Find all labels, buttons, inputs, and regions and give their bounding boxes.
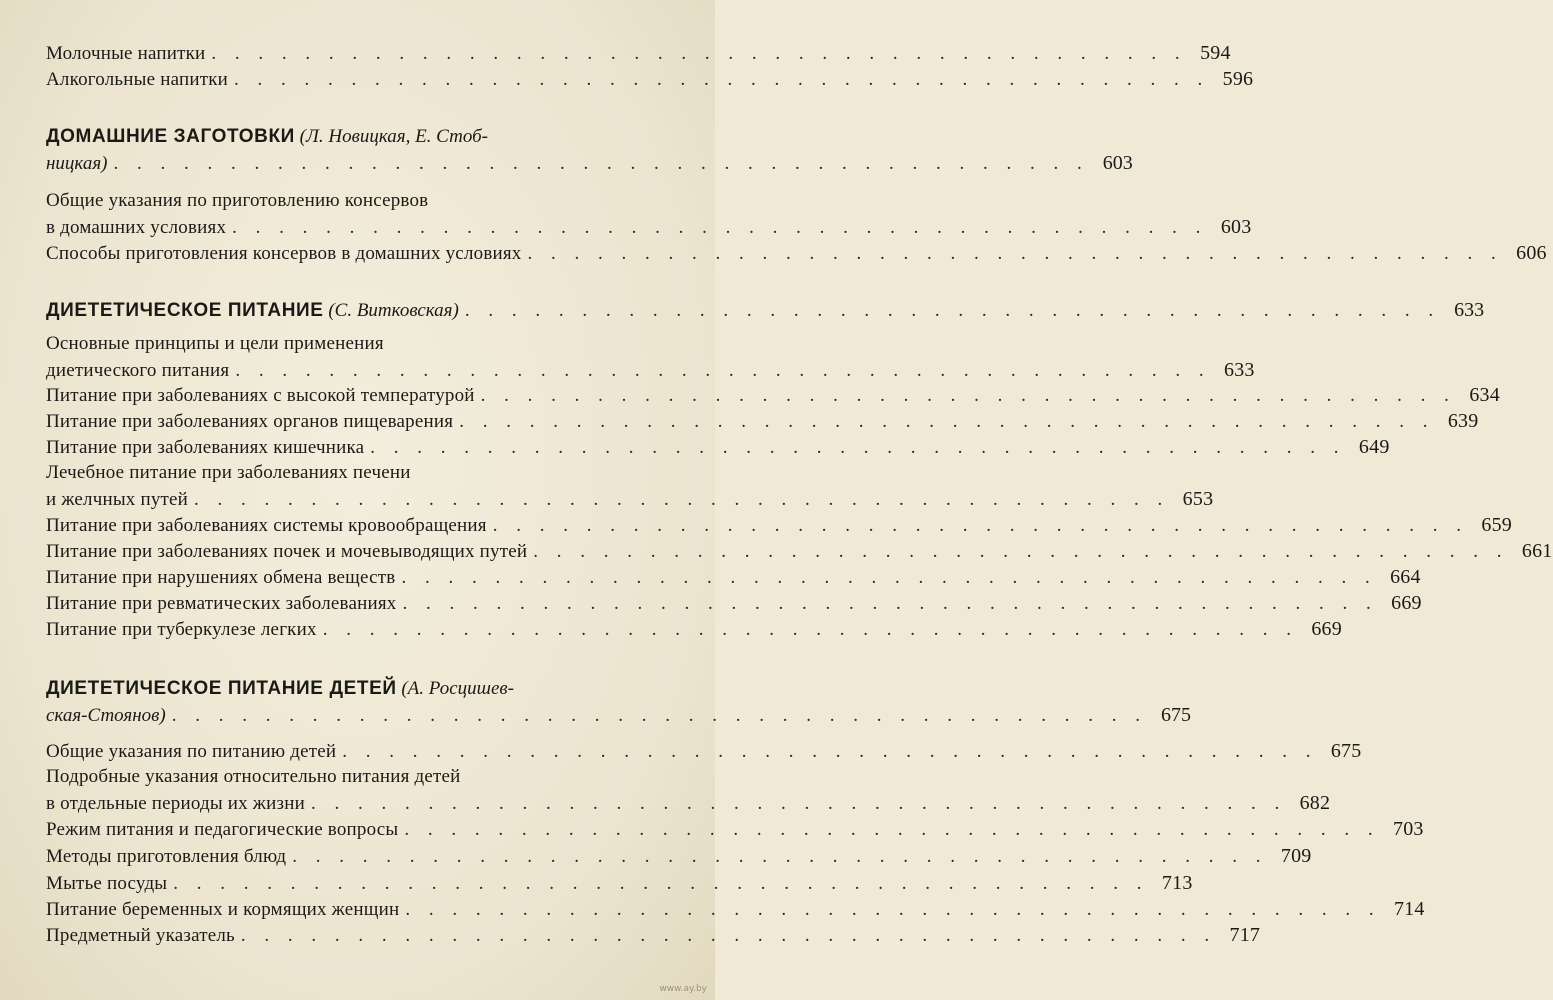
leader-dots: . . . . . . . . . . . . . . . . . . . . . . . . . . . . . . . . . . . . . . . . . . bbox=[480, 385, 1456, 406]
leader-dots: . . . . . . . . . . . . . . . . . . . . . . . . . . . . . . . . . . . . . . . . . . bbox=[322, 619, 1298, 640]
leader-dots: . . . . . . . . . . . . . . . . . . . . . . . . . . . . . . . . . . . . . . . . . . bbox=[405, 899, 1381, 920]
section-author: (С. Витковская) bbox=[328, 300, 459, 321]
leader-dots: . . . . . . . . . . . . . . . . . . . . . . . . . . . . . . . . . . . . . . . . . . bbox=[292, 846, 1268, 867]
entry-title: Молочные напитки bbox=[46, 43, 206, 64]
page-number: 633 bbox=[1224, 359, 1255, 381]
page-number: 709 bbox=[1280, 845, 1312, 867]
leader-dots: . . . . . . . . . . . . . . . . . . . . . . . . . . . . . . . . . . . . . . . . . . bbox=[234, 69, 1210, 90]
page-number: 675 bbox=[1330, 740, 1362, 762]
leader-dots: . . . . . . . . . . . . . . . . . . . . . . . . . . . . . . . . . . . . . . . . . . bbox=[342, 741, 1318, 762]
leader-dots: . . . . . . . . . . . . . . . . . . . . . . . . . . . . . . . . . . . . . . . . . . bbox=[492, 515, 1468, 536]
section-title: ДИЕТЕТИЧЕСКОЕ ПИТАНИЕ ДЕТЕЙ bbox=[46, 678, 397, 699]
entry-title: Питание при заболеваниях системы кровообращения bbox=[46, 515, 487, 536]
section-author-cont: ницкая) bbox=[46, 153, 108, 174]
page-number: 682 bbox=[1299, 792, 1331, 814]
leader-dots: . . . . . . . . . . . . . . . . . . . . . . . . . . . . . . . . . . . . . . . . . . bbox=[240, 925, 1217, 946]
section-author: (Л. Новицкая, Е. Стоб- bbox=[299, 126, 488, 147]
page-number: 713 bbox=[1161, 872, 1193, 894]
section-heading bbox=[46, 676, 1192, 736]
page-number: 669 bbox=[1311, 618, 1342, 640]
section-heading bbox=[46, 297, 1485, 323]
page-number: 703 bbox=[1393, 818, 1424, 840]
section-author: (А. Росцишев- bbox=[401, 678, 514, 699]
section-author-cont: ская-Стоянов) bbox=[46, 705, 166, 726]
leader-dots: . . . . . . . . . . . . . . . . . . . . . . . . . . . . . . . . . . . . . . . . . . bbox=[173, 873, 1149, 894]
entry-title: Алкогольные напитки bbox=[46, 69, 228, 90]
leader-dots: . . . . . . . . . . . . . . . . . . . . . . . . . . . . . . . . . . . . . . . . . . bbox=[464, 300, 1441, 321]
leader-dots: . . . . . . . . . . . . . . . . . . . . . . . . . . . . . . . . . . . . . . . . . . bbox=[194, 489, 1170, 510]
page-number: 669 bbox=[1391, 592, 1422, 614]
page-number: 661 bbox=[1521, 540, 1553, 562]
entry-title-cont: диетического питания bbox=[46, 360, 230, 381]
page-number: 659 bbox=[1481, 514, 1512, 536]
entry-title: Способы приготовления консервов в домашних условиях bbox=[46, 243, 522, 264]
leader-dots: . . . . . . . . . . . . . . . . . . . . . . . . . . . . . . . . . . . . . . . . . . bbox=[370, 437, 1346, 458]
leader-dots: . . . . . . . . . . . . . . . . . . . . . . . . . . . . . . . . . . . . . . . . . . bbox=[232, 217, 1208, 238]
entry-title: Питание при заболеваниях почек и мочевыводящих путей bbox=[46, 541, 528, 562]
section-title: ДИЕТЕТИЧЕСКОЕ ПИТАНИЕ bbox=[46, 300, 324, 321]
leader-dots: . . . . . . . . . . . . . . . . . . . . . . . . . . . . . . . . . . . . . . . . . . bbox=[459, 411, 1435, 432]
entry-title: Питание при ревматических заболеваниях bbox=[46, 593, 397, 614]
page-number: 717 bbox=[1229, 924, 1261, 946]
leader-dots: . . . . . . . . . . . . . . . . . . . . . . . . . . . . . . . . . . . . . . . . . . bbox=[533, 541, 1509, 562]
page-number: 664 bbox=[1390, 566, 1421, 588]
entry-title: Подробные указания относительно питания детей bbox=[46, 766, 461, 787]
entry-title: Методы приготовления блюд bbox=[46, 846, 287, 867]
entry-title: Основные принципы и цели применения bbox=[46, 333, 384, 354]
entry-title: Мытье посуды bbox=[46, 873, 168, 894]
leader-dots: . . . . . . . . . . . . . . . . . . . . . . . . . . . . . . . . . . . . . . . . . . bbox=[211, 43, 1187, 64]
page-number: 606 bbox=[1516, 242, 1547, 264]
page-number: 633 bbox=[1454, 299, 1485, 321]
entry-title: Режим питания и педагогические вопросы bbox=[46, 819, 399, 840]
entry-title: Питание при заболеваниях с высокой температурой bbox=[46, 385, 475, 406]
page-number: 603 bbox=[1102, 152, 1133, 174]
leader-dots: . . . . . . . . . . . . . . . . . . . . . . . . . . . . . . . . . . . . . . . . . . bbox=[527, 243, 1503, 264]
page-number: 596 bbox=[1222, 68, 1254, 90]
section-heading bbox=[46, 124, 1133, 184]
page-number: 714 bbox=[1393, 898, 1425, 920]
entry-title-cont: и желчных путей bbox=[46, 489, 189, 510]
watermark: www.ay.by bbox=[659, 984, 707, 994]
entry-title-cont: в отдельные периоды их жизни bbox=[46, 793, 305, 814]
entry-title: Предметный указатель bbox=[46, 925, 235, 946]
leader-dots: . . . . . . . . . . . . . . . . . . . . . . . . . . . . . . . . . . . . . . . . . . bbox=[235, 360, 1211, 381]
entry-title: Питание при заболеваниях органов пищеварения bbox=[46, 411, 454, 432]
entry-title: Питание при нарушениях обмена веществ bbox=[46, 567, 396, 588]
entry-title: Общие указания по питанию детей bbox=[46, 741, 337, 762]
entry-title: Питание при заболеваниях кишечника bbox=[46, 437, 365, 458]
section-title: ДОМАШНИЕ ЗАГОТОВКИ bbox=[46, 126, 295, 147]
leader-dots: . . . . . . . . . . . . . . . . . . . . . . . . . . . . . . . . . . . . . . . . . . bbox=[113, 153, 1089, 174]
leader-dots: . . . . . . . . . . . . . . . . . . . . . . . . . . . . . . . . . . . . . . . . . . bbox=[404, 819, 1380, 840]
leader-dots: . . . . . . . . . . . . . . . . . . . . . . . . . . . . . . . . . . . . . . . . . . bbox=[171, 705, 1148, 726]
leader-dots: . . . . . . . . . . . . . . . . . . . . . . . . . . . . . . . . . . . . . . . . . . bbox=[402, 593, 1378, 614]
page-number: 653 bbox=[1182, 488, 1214, 510]
entry-title: Лечебное питание при заболеваниях печени bbox=[46, 462, 411, 483]
entry-title: Питание беременных и кормящих женщин bbox=[46, 899, 400, 920]
page-number: 649 bbox=[1358, 436, 1390, 458]
entry-title: Питание при туберкулезе легких bbox=[46, 619, 317, 640]
leader-dots: . . . . . . . . . . . . . . . . . . . . . . . . . . . . . . . . . . . . . . . . . . bbox=[401, 567, 1377, 588]
leader-dots: . . . . . . . . . . . . . . . . . . . . . . . . . . . . . . . . . . . . . . . . . . bbox=[310, 793, 1287, 814]
entry-title: Общие указания по приготовлению консервов bbox=[46, 190, 429, 211]
page-number: 594 bbox=[1200, 42, 1231, 64]
page-number: 675 bbox=[1161, 704, 1192, 726]
page-number: 603 bbox=[1220, 216, 1252, 238]
entry-title-cont: в домашних условиях bbox=[46, 217, 227, 238]
page-number: 634 bbox=[1469, 384, 1500, 406]
page-number: 639 bbox=[1447, 410, 1479, 432]
